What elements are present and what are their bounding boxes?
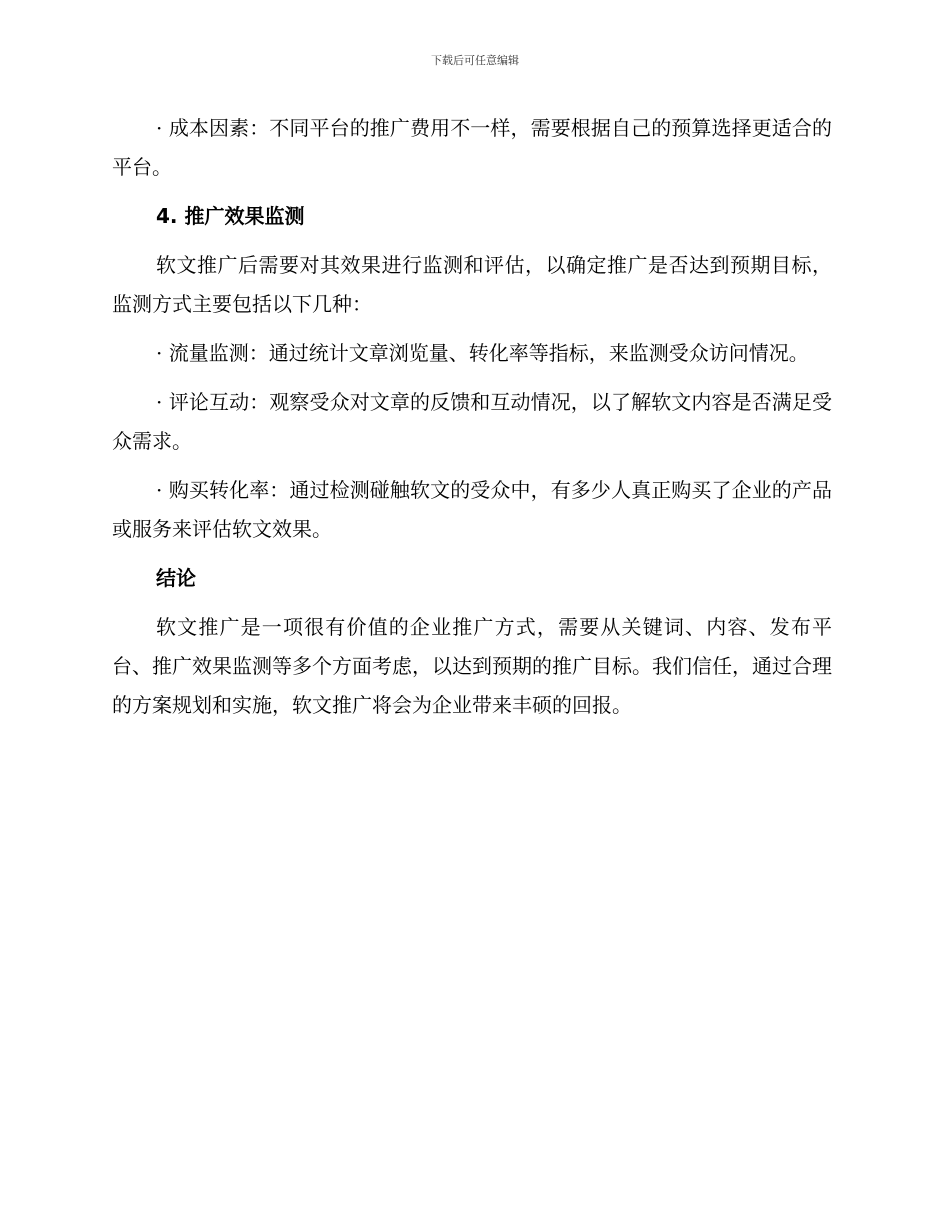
- paragraph-purchase-conversion: · 购买转化率：通过检测碰触软文的受众中，有多少人真正购买了企业的产品或服务来评估软文效果。: [112, 478, 832, 541]
- section-heading-conclusion: 结论: [156, 566, 196, 590]
- document-body: [112, 109, 832, 735]
- paragraph-traffic-monitoring: · 流量监测：通过统计文章浏览量、转化率等指标，来监测受众访问情况。: [156, 341, 809, 365]
- paragraph-monitoring-intro: 软文推广后需要对其效果进行监测和评估，以确定推广是否达到预期目标，监测方式主要包括以下几种：: [112, 253, 832, 316]
- paragraph-cost-factor: · 成本因素：不同平台的推广费用不一样，需要根据自己的预算选择更适合的平台。: [112, 116, 832, 179]
- paragraph-comment-interaction: · 评论互动：观察受众对文章的反馈和互动情况，以了解软文内容是否满足受众需求。: [112, 390, 832, 453]
- page-header: 下载后可任意编辑: [431, 54, 519, 67]
- section-heading-effect-monitoring: 4. 推广效果监测: [156, 204, 305, 228]
- paragraph-conclusion: 软文推广是一项很有价值的企业推广方式，需要从关键词、内容、发布平台、推广效果监测等多个方面考虑，以达到预期的推广目标。我们信任，通过合理的方案规划和实施，软文推广将会为企业带来丰硕的回报。: [112, 615, 832, 717]
